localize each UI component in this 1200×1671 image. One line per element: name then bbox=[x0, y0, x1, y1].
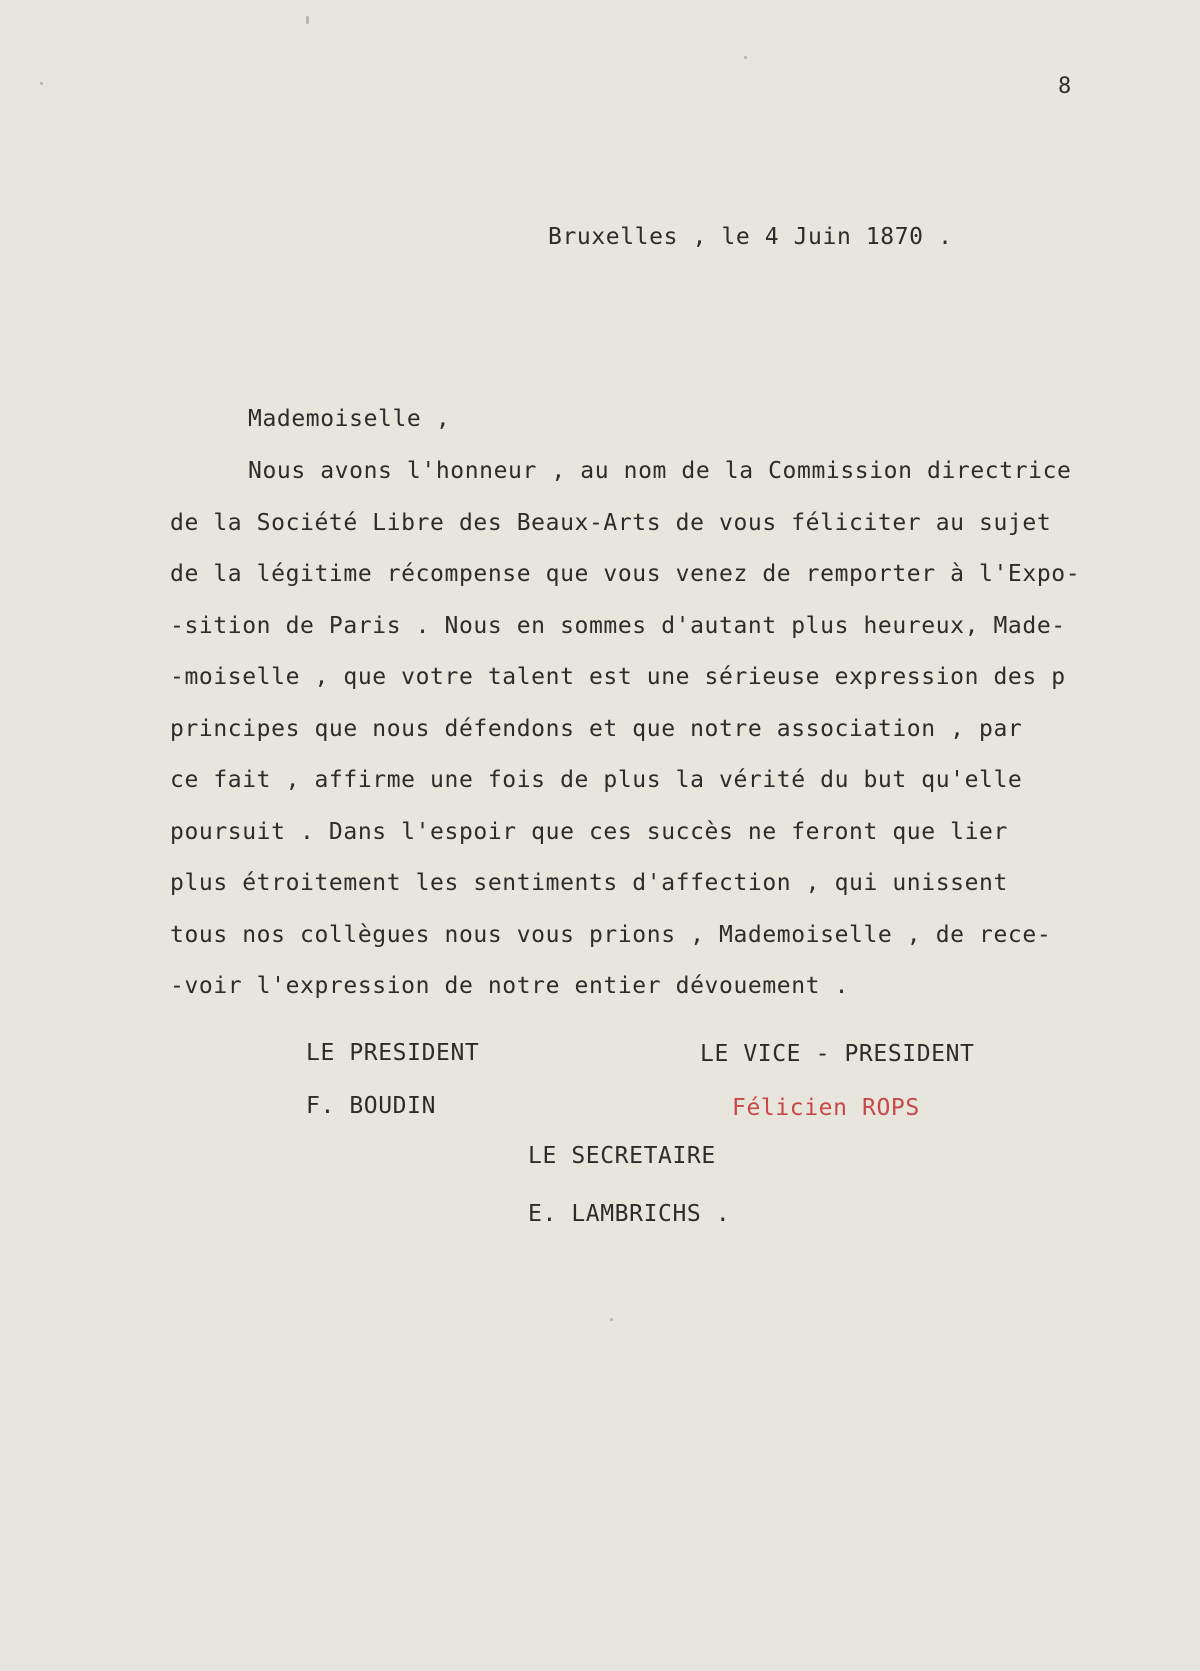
paper-speck bbox=[306, 16, 309, 24]
body-line: de la Société Libre des Beaux-Arts de vous féliciter au sujet bbox=[170, 509, 1052, 536]
secretary-title: LE SECRETAIRE bbox=[528, 1143, 716, 1169]
president-name: F. BOUDIN bbox=[306, 1093, 437, 1119]
letter-body bbox=[170, 460, 1155, 1027]
body-line: principes que nous défendons et que notre association , par bbox=[170, 715, 1023, 742]
secretary-name: E. LAMBRICHS . bbox=[528, 1201, 731, 1227]
body-line: -sition de Paris . Nous en sommes d'autant plus heureux, Made- bbox=[170, 612, 1066, 639]
vice-president-title: LE VICE - PRESIDENT bbox=[700, 1041, 975, 1067]
body-line: ce fait , affirme une fois de plus la vérité du but qu'elle bbox=[170, 767, 1023, 793]
letter-salutation: Mademoiselle , bbox=[248, 406, 451, 432]
body-line: plus étroitement les sentiments d'affection , qui unissent bbox=[170, 870, 1008, 896]
page-number: 8 bbox=[1058, 74, 1072, 99]
body-line: -moiselle , que votre talent est une sérieuse expression des p bbox=[170, 664, 1066, 690]
paper-speck bbox=[40, 82, 43, 85]
body-line: -voir l'expression de notre entier dévouement . bbox=[170, 973, 850, 999]
body-line: de la légitime récompense que vous venez de remporter à l'Expo- bbox=[170, 561, 1081, 587]
paper-speck bbox=[610, 1318, 613, 1321]
president-title: LE PRESIDENT bbox=[306, 1040, 480, 1066]
letter-place-date: Bruxelles , le 4 Juin 1870 . bbox=[548, 224, 953, 250]
body-line: Nous avons l'honneur , au nom de la Commission directrice bbox=[248, 458, 1072, 484]
body-line: poursuit . Dans l'espoir que ces succès ne feront que lier bbox=[170, 818, 1008, 845]
body-line: tous nos collègues nous vous prions , Mademoiselle , de rece- bbox=[170, 921, 1052, 948]
vice-president-name: Félicien ROPS bbox=[732, 1095, 920, 1121]
paper-speck bbox=[744, 56, 747, 59]
